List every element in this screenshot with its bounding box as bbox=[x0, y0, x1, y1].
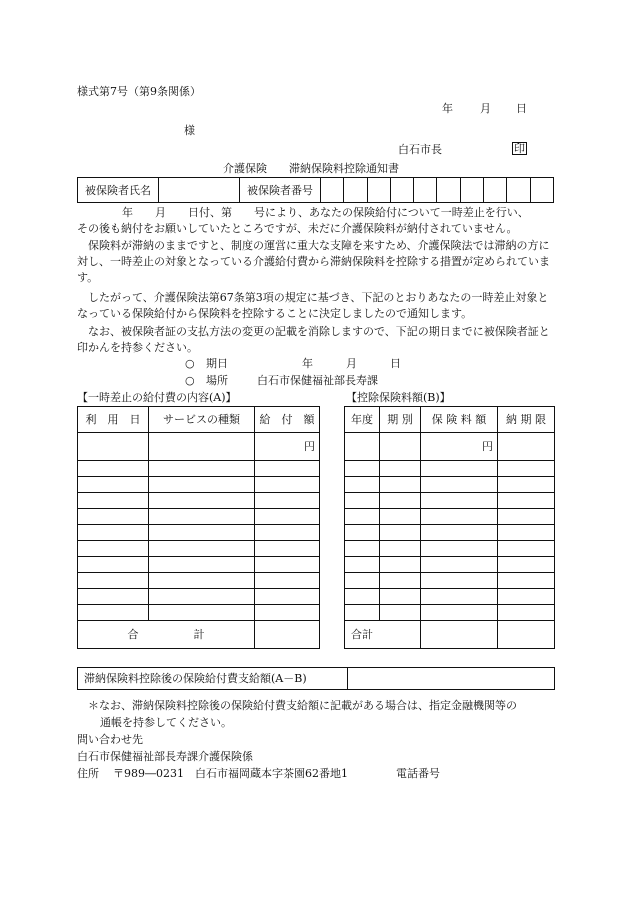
table-cell[interactable] bbox=[421, 477, 498, 493]
sender-name: 白石市長 bbox=[398, 143, 442, 156]
table-cell[interactable] bbox=[149, 461, 255, 477]
table-cell[interactable] bbox=[380, 541, 421, 557]
insured-number-label: 被保険者番号 bbox=[240, 178, 321, 203]
table-cell[interactable] bbox=[255, 509, 320, 525]
table-cell[interactable] bbox=[149, 509, 255, 525]
table-cell[interactable] bbox=[498, 573, 555, 589]
table-cell[interactable] bbox=[380, 509, 421, 525]
table-cell[interactable] bbox=[345, 605, 380, 621]
table-cell[interactable] bbox=[78, 525, 149, 541]
right-total-premium[interactable] bbox=[421, 621, 498, 649]
right-total-label: 合計 bbox=[345, 621, 421, 649]
col-fiscal-year: 年度 bbox=[345, 407, 380, 433]
insured-number-box[interactable] bbox=[367, 178, 390, 203]
insured-number-box[interactable] bbox=[530, 178, 553, 203]
col-usage-date: 利 用 日 bbox=[78, 407, 149, 433]
table-cell[interactable] bbox=[421, 605, 498, 621]
table-cell[interactable] bbox=[255, 605, 320, 621]
insured-number-box[interactable] bbox=[507, 178, 530, 203]
table-cell[interactable] bbox=[149, 477, 255, 493]
table-cell[interactable] bbox=[421, 541, 498, 557]
left-total-label: 合 計 bbox=[78, 621, 255, 649]
table-cell[interactable] bbox=[255, 477, 320, 493]
body-line-1: 年 月 日付、第 号により、あなたの保険給付について一時差止を行い、 bbox=[122, 206, 529, 219]
body-line-2: その後も納付をお願いしていたところですが、未だに介護保険料が納付されていません。 bbox=[77, 222, 518, 235]
table-cell[interactable] bbox=[421, 525, 498, 541]
table-cell[interactable] bbox=[149, 605, 255, 621]
table-cell[interactable] bbox=[78, 605, 149, 621]
payout-value[interactable] bbox=[348, 668, 555, 690]
col-service-type: サービスの種類 bbox=[149, 407, 255, 433]
table-cell[interactable] bbox=[421, 493, 498, 509]
document-title: 介護保険 滞納保険料控除通知書 bbox=[223, 162, 399, 175]
table-cell[interactable] bbox=[421, 589, 498, 605]
insured-number-box[interactable] bbox=[344, 178, 367, 203]
table-cell[interactable] bbox=[78, 509, 149, 525]
right-deduction-table bbox=[344, 406, 555, 649]
table-cell[interactable] bbox=[380, 525, 421, 541]
table-cell[interactable] bbox=[255, 557, 320, 573]
address-value: 〒989―0231 白石市福岡蔵本字茶園62番地1 bbox=[113, 767, 348, 780]
body-paragraph-3: したがって、介護保険法第67条第3項の規定に基づき、下記のとおりあなたの一時差止対象となっている保険給付から保険料を控除することに決定しましたので通知します。 bbox=[77, 291, 549, 320]
right-total-extra[interactable] bbox=[498, 621, 555, 649]
table-cell[interactable] bbox=[255, 541, 320, 557]
table-cell[interactable] bbox=[380, 557, 421, 573]
left-total-value[interactable] bbox=[255, 621, 320, 649]
insured-name-field[interactable] bbox=[159, 178, 240, 203]
table-cell[interactable] bbox=[421, 461, 498, 477]
table-cell[interactable] bbox=[498, 525, 555, 541]
table-cell[interactable] bbox=[380, 477, 421, 493]
table-cell[interactable] bbox=[78, 557, 149, 573]
insured-number-box[interactable] bbox=[321, 178, 344, 203]
table-cell[interactable] bbox=[380, 493, 421, 509]
right-table-heading: 【控除保険料額(B)】 bbox=[346, 391, 451, 404]
table-cell[interactable] bbox=[380, 573, 421, 589]
table-cell[interactable] bbox=[78, 573, 149, 589]
deadline-bullet: ○ bbox=[185, 357, 195, 370]
table-cell[interactable] bbox=[345, 541, 380, 557]
table-cell[interactable] bbox=[380, 589, 421, 605]
insured-number-box[interactable] bbox=[437, 178, 460, 203]
table-cell[interactable] bbox=[78, 477, 149, 493]
table-cell[interactable] bbox=[149, 493, 255, 509]
payout-table bbox=[77, 667, 555, 690]
table-cell[interactable] bbox=[345, 433, 380, 461]
form-number: 様式第7号（第9条関係） bbox=[77, 85, 201, 98]
col-benefit-amount: 給 付 額 bbox=[255, 407, 320, 433]
table-cell[interactable] bbox=[255, 493, 320, 509]
body-paragraph-2: 保険料が滞納のままですと、制度の運営に重大な支障を来すため、介護保険法では滞納の方に対し、一時差止の対象となっている介護給付費から滞納保険料を控除する措置が定められています。 bbox=[77, 239, 550, 284]
insured-number-box[interactable] bbox=[414, 178, 437, 203]
table-cell[interactable] bbox=[421, 573, 498, 589]
table-cell[interactable] bbox=[498, 433, 555, 461]
table-cell[interactable] bbox=[421, 509, 498, 525]
contact-heading: 問い合わせ先 bbox=[77, 733, 143, 746]
table-cell[interactable] bbox=[498, 557, 555, 573]
table-cell[interactable] bbox=[78, 589, 149, 605]
deadline-value: 年 月 日 bbox=[302, 357, 401, 370]
date-day: 日 bbox=[516, 102, 527, 115]
table-cell[interactable] bbox=[380, 461, 421, 477]
deadline-label: 期日 bbox=[206, 357, 228, 370]
insured-number-box[interactable] bbox=[484, 178, 507, 203]
table-cell[interactable] bbox=[255, 525, 320, 541]
place-bullet: ○ bbox=[185, 374, 195, 387]
table-cell[interactable] bbox=[498, 605, 555, 621]
table-cell[interactable] bbox=[345, 461, 380, 477]
contact-department: 白石市保健福祉部長寿課介護保険係 bbox=[77, 750, 253, 763]
table-cell[interactable] bbox=[149, 573, 255, 589]
table-cell[interactable] bbox=[149, 433, 255, 461]
table-cell[interactable] bbox=[78, 493, 149, 509]
premium-unit: 円 bbox=[421, 433, 498, 461]
table-cell[interactable] bbox=[498, 461, 555, 477]
left-suspension-table bbox=[77, 406, 320, 649]
table-cell[interactable] bbox=[421, 557, 498, 573]
table-cell[interactable] bbox=[498, 589, 555, 605]
table-cell[interactable] bbox=[498, 509, 555, 525]
table-cell[interactable] bbox=[345, 573, 380, 589]
note-line-2: 通帳を持参してください。 bbox=[100, 716, 232, 729]
table-cell[interactable] bbox=[345, 493, 380, 509]
table-cell[interactable] bbox=[78, 461, 149, 477]
table-cell[interactable] bbox=[255, 461, 320, 477]
col-due-date: 納 期 限 bbox=[498, 407, 555, 433]
table-cell[interactable] bbox=[498, 493, 555, 509]
col-premium-amount: 保 険 料 額 bbox=[421, 407, 498, 433]
table-cell[interactable] bbox=[345, 477, 380, 493]
table-cell[interactable] bbox=[149, 589, 255, 605]
insured-info-table bbox=[77, 177, 554, 203]
insured-number-box[interactable] bbox=[460, 178, 483, 203]
table-cell[interactable] bbox=[380, 433, 421, 461]
table-cell[interactable] bbox=[345, 557, 380, 573]
date-year: 年 bbox=[442, 102, 453, 115]
col-period: 期 別 bbox=[380, 407, 421, 433]
addressee-suffix: 様 bbox=[184, 124, 195, 137]
table-cell[interactable] bbox=[78, 433, 149, 461]
table-cell[interactable] bbox=[149, 525, 255, 541]
table-cell[interactable] bbox=[255, 589, 320, 605]
table-cell[interactable] bbox=[149, 541, 255, 557]
insured-number-box[interactable] bbox=[390, 178, 413, 203]
left-table-heading: 【一時差止の給付費の内容(A)】 bbox=[77, 391, 237, 404]
table-cell[interactable] bbox=[498, 541, 555, 557]
insured-name-label: 被保険者氏名 bbox=[78, 178, 159, 203]
phone-label: 電話番号 bbox=[396, 767, 440, 780]
note-line-1: ＊なお、滞納保険料控除後の保険給付費支給額に記載がある場合は、指定金融機関等の bbox=[88, 699, 517, 712]
place-value: 白石市保健福祉部長寿課 bbox=[257, 374, 378, 387]
table-cell[interactable] bbox=[380, 605, 421, 621]
table-cell[interactable] bbox=[78, 541, 149, 557]
place-label: 場所 bbox=[206, 374, 228, 387]
payout-label: 滞納保険料控除後の保険給付費支給額(A－B) bbox=[78, 668, 348, 690]
benefit-unit: 円 bbox=[255, 433, 320, 461]
body-paragraph-4: なお、被保険者証の支払方法の変更の記載を消除しますので、下記の期日までに被保険者証と印かんを持参ください。 bbox=[77, 325, 550, 354]
table-cell[interactable] bbox=[149, 557, 255, 573]
address-label: 住所 bbox=[77, 767, 99, 780]
table-cell[interactable] bbox=[498, 477, 555, 493]
table-cell[interactable] bbox=[345, 525, 380, 541]
table-cell[interactable] bbox=[255, 573, 320, 589]
seal-mark: 印 bbox=[514, 142, 525, 155]
table-cell[interactable] bbox=[345, 509, 380, 525]
table-cell[interactable] bbox=[345, 589, 380, 605]
date-month: 月 bbox=[480, 102, 491, 115]
